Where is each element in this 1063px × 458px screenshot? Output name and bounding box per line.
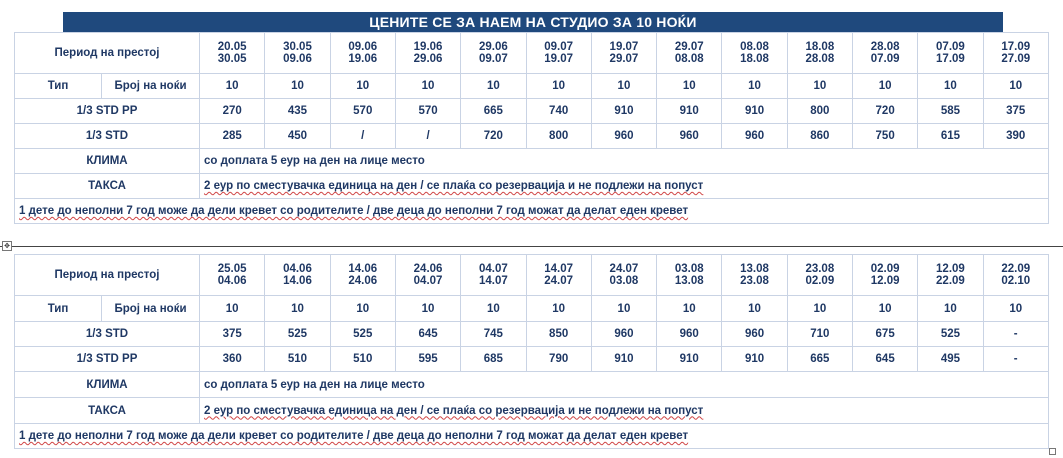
- nights-cell: 10: [591, 74, 656, 99]
- period-to: 08.08: [674, 53, 704, 65]
- period-from: 29.06: [478, 41, 508, 53]
- price-cell: 960: [591, 322, 656, 347]
- period-cell: [918, 255, 983, 296]
- nights-cell: 10: [787, 74, 852, 99]
- price-cell: 435: [265, 99, 330, 124]
- period-to: 13.08: [674, 275, 704, 287]
- nights-cell: 10: [526, 74, 591, 99]
- period-label: Период на престој: [15, 255, 200, 296]
- price-cell: 285: [200, 124, 265, 149]
- nights-cell: 10: [330, 74, 395, 99]
- period-cell: [461, 33, 526, 74]
- period-to: 30.05: [217, 53, 247, 65]
- period-to: 03.08: [609, 275, 639, 287]
- period-cell: [657, 33, 722, 74]
- period-to: 19.07: [544, 53, 574, 65]
- child-note: [15, 424, 1049, 449]
- period-from: 17.09: [1001, 41, 1031, 53]
- period-to: 02.09: [805, 275, 835, 287]
- price-cell: 960: [722, 322, 787, 347]
- nights-cell: 10: [330, 296, 395, 322]
- period-cell: [461, 255, 526, 296]
- taksa-label: ТАКСА: [15, 174, 200, 199]
- price-cell: 525: [265, 322, 330, 347]
- taksa-text-content: 2 еур по сместувачка единица на ден / се плаќа со резервација и не подлежи на попуст: [204, 404, 704, 417]
- price-cell: 510: [330, 347, 395, 372]
- period-cell: [787, 33, 852, 74]
- price-table-1: [14, 32, 1049, 224]
- nights-cell: 10: [657, 296, 722, 322]
- nights-cell: 10: [526, 296, 591, 322]
- period-cell: [330, 33, 395, 74]
- type-label: Тип: [15, 74, 102, 99]
- period-cell: [657, 255, 722, 296]
- price-cell: 525: [918, 322, 983, 347]
- child-note: [15, 199, 1049, 224]
- period-cell: [200, 255, 265, 296]
- period-cell: [526, 255, 591, 296]
- price-table-2: [14, 254, 1049, 449]
- price-cell: 800: [526, 124, 591, 149]
- period-from: 14.06: [348, 263, 378, 275]
- period-from: 19.07: [609, 41, 639, 53]
- price-cell: 790: [526, 347, 591, 372]
- period-from: 23.08: [805, 263, 835, 275]
- period-label: Период на престој: [15, 33, 200, 74]
- price-cell: 570: [330, 99, 395, 124]
- period-to: 14.06: [283, 275, 312, 287]
- period-to: 28.08: [805, 53, 835, 65]
- period-to: 04.06: [217, 275, 247, 287]
- nights-label: Број на ноќи: [102, 74, 200, 99]
- nights-cell: 10: [591, 296, 656, 322]
- klima-label: КЛИМА: [15, 372, 200, 398]
- period-to: 27.09: [1001, 53, 1031, 65]
- taksa-label: ТАКСА: [15, 398, 200, 424]
- nights-cell: 10: [722, 296, 787, 322]
- price-cell: 645: [395, 322, 460, 347]
- type-label: Тип: [15, 296, 102, 322]
- price-cell: 910: [722, 99, 787, 124]
- price-cell: 615: [918, 124, 983, 149]
- period-from: 09.07: [544, 41, 574, 53]
- price-cell: 960: [657, 322, 722, 347]
- period-from: 04.07: [478, 263, 508, 275]
- room-type-label: 1/3 STD: [15, 124, 200, 149]
- period-cell: [395, 33, 460, 74]
- period-to: 24.06: [348, 275, 378, 287]
- taksa-text: [200, 174, 1049, 199]
- period-from: 24.07: [609, 263, 639, 275]
- price-cell: 750: [852, 124, 917, 149]
- klima-label: КЛИМА: [15, 149, 200, 174]
- price-cell: 910: [591, 347, 656, 372]
- period-from: 03.08: [674, 263, 704, 275]
- period-cell: [200, 33, 265, 74]
- period-to: 09.06: [283, 53, 312, 65]
- period-cell: [852, 33, 917, 74]
- period-cell: [330, 255, 395, 296]
- price-cell: 860: [787, 124, 852, 149]
- price-cell: /: [330, 124, 395, 149]
- price-cell: -: [983, 347, 1048, 372]
- price-cell: 675: [852, 322, 917, 347]
- price-cell: /: [395, 124, 460, 149]
- nights-cell: 10: [200, 74, 265, 99]
- period-to: 12.09: [870, 275, 900, 287]
- price-cell: 910: [657, 347, 722, 372]
- period-from: 24.06: [413, 263, 443, 275]
- price-cell: 960: [722, 124, 787, 149]
- period-cell: [395, 255, 460, 296]
- period-to: 09.07: [478, 53, 508, 65]
- price-cell: 525: [330, 322, 395, 347]
- nights-cell: 10: [461, 296, 526, 322]
- price-cell: 960: [591, 124, 656, 149]
- price-cell: 745: [461, 322, 526, 347]
- price-cell: 850: [526, 322, 591, 347]
- price-cell: 710: [787, 322, 852, 347]
- page-title: ЦЕНИТЕ СЕ ЗА НАЕМ НА СТУДИО ЗА 10 НОЌИ: [63, 12, 1003, 32]
- price-cell: 720: [461, 124, 526, 149]
- table-resize-handle[interactable]: [1049, 448, 1056, 455]
- nights-cell: 10: [983, 296, 1048, 322]
- period-to: 07.09: [870, 53, 900, 65]
- period-cell: [591, 33, 656, 74]
- nights-cell: 10: [852, 74, 917, 99]
- period-from: 22.09: [1001, 263, 1031, 275]
- period-cell: [526, 33, 591, 74]
- period-to: 04.07: [413, 275, 443, 287]
- price-cell: 665: [461, 99, 526, 124]
- period-from: 28.08: [870, 41, 900, 53]
- period-to: 19.06: [348, 53, 378, 65]
- taksa-text-content: 2 еур по сместувачка единица на ден / се плаќа со резервација и не подлежи на попуст: [204, 180, 704, 192]
- price-cell: -: [983, 322, 1048, 347]
- price-cell: 645: [852, 347, 917, 372]
- nights-label: Број на ноќи: [102, 296, 200, 322]
- period-to: 24.07: [544, 275, 574, 287]
- period-from: 14.07: [544, 263, 574, 275]
- price-cell: 720: [852, 99, 917, 124]
- room-type-label: 1/3 STD: [15, 322, 200, 347]
- price-cell: 360: [200, 347, 265, 372]
- price-cell: 910: [591, 99, 656, 124]
- period-from: 20.05: [217, 41, 247, 53]
- price-cell: 910: [657, 99, 722, 124]
- price-cell: 665: [787, 347, 852, 372]
- period-cell: [265, 255, 330, 296]
- nights-cell: 10: [918, 296, 983, 322]
- nights-cell: 10: [395, 74, 460, 99]
- price-cell: 800: [787, 99, 852, 124]
- nights-cell: 10: [852, 296, 917, 322]
- period-cell: [983, 33, 1048, 74]
- period-to: 29.07: [609, 53, 639, 65]
- period-cell: [591, 255, 656, 296]
- period-cell: [918, 33, 983, 74]
- period-cell: [852, 255, 917, 296]
- period-to: 02.10: [1001, 275, 1031, 287]
- period-from: 19.06: [413, 41, 443, 53]
- price-cell: 910: [722, 347, 787, 372]
- nights-cell: 10: [200, 296, 265, 322]
- period-from: 02.09: [870, 263, 900, 275]
- nights-cell: 10: [265, 296, 330, 322]
- nights-cell: 10: [265, 74, 330, 99]
- period-from: 12.09: [936, 263, 965, 275]
- price-cell: 375: [200, 322, 265, 347]
- nights-cell: 10: [395, 296, 460, 322]
- period-cell: [983, 255, 1048, 296]
- table-move-handle-icon[interactable]: ✥: [2, 241, 12, 251]
- child-note-text: 1 дете до неполни 7 год може да дели кревет со родителите / две деца до неполни 7 год можат да делат еден кревет: [19, 430, 689, 442]
- period-from: 25.05: [217, 263, 247, 275]
- price-cell: 375: [983, 99, 1048, 124]
- price-cell: 740: [526, 99, 591, 124]
- period-to: 18.08: [740, 53, 769, 65]
- period-to: 14.07: [478, 275, 508, 287]
- room-type-label: 1/3 STD PP: [15, 347, 200, 372]
- period-from: 18.08: [805, 41, 835, 53]
- klima-text: со доплата 5 еур на ден на лице место: [200, 149, 1049, 174]
- period-to: 22.09: [936, 275, 965, 287]
- period-from: 04.06: [283, 263, 312, 275]
- nights-cell: 10: [983, 74, 1048, 99]
- period-from: 09.06: [348, 41, 378, 53]
- period-cell: [265, 33, 330, 74]
- child-note-text: 1 дете до неполни 7 год може да дели кревет со родителите / две деца до неполни 7 год можат да делат еден кревет: [19, 205, 689, 217]
- price-cell: 495: [918, 347, 983, 372]
- nights-cell: 10: [722, 74, 787, 99]
- period-cell: [722, 255, 787, 296]
- period-from: 08.08: [740, 41, 769, 53]
- nights-cell: 10: [918, 74, 983, 99]
- period-to: 23.08: [740, 275, 769, 287]
- price-cell: 570: [395, 99, 460, 124]
- period-from: 07.09: [936, 41, 965, 53]
- room-type-label: 1/3 STD PP: [15, 99, 200, 124]
- price-cell: 450: [265, 124, 330, 149]
- nights-cell: 10: [461, 74, 526, 99]
- price-cell: 510: [265, 347, 330, 372]
- price-cell: 270: [200, 99, 265, 124]
- price-cell: 960: [657, 124, 722, 149]
- period-to: 29.06: [413, 53, 443, 65]
- period-cell: [787, 255, 852, 296]
- taksa-text: [200, 398, 1049, 424]
- period-cell: [722, 33, 787, 74]
- price-cell: 595: [395, 347, 460, 372]
- period-from: 30.05: [283, 41, 312, 53]
- nights-cell: 10: [787, 296, 852, 322]
- period-to: 17.09: [936, 53, 965, 65]
- nights-cell: 10: [657, 74, 722, 99]
- klima-text: со доплата 5 еур на ден на лице место: [200, 372, 1049, 398]
- price-cell: 585: [918, 99, 983, 124]
- price-cell: 685: [461, 347, 526, 372]
- table-divider: [0, 246, 1063, 247]
- price-cell: 390: [983, 124, 1048, 149]
- period-from: 13.08: [740, 263, 769, 275]
- period-from: 29.07: [674, 41, 704, 53]
